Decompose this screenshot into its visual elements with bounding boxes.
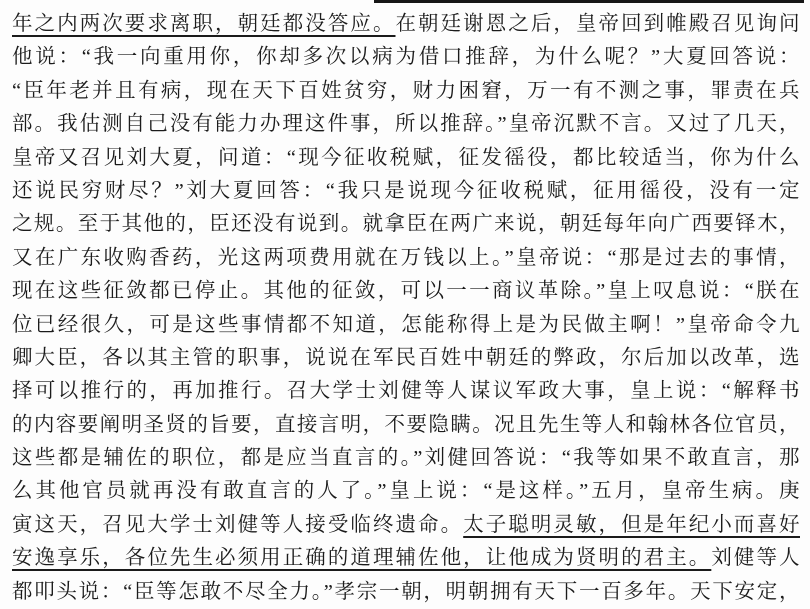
text-line — [12, 475, 800, 508]
text-segment: 寅这天，召见大学士刘健等人接受临终遗命。 — [12, 513, 464, 536]
text-line — [12, 342, 800, 375]
text-segment: 之规。至于其他的，臣还没有说到。就拿臣在两广来说，朝廷每年向广西要铎木， — [12, 213, 800, 236]
underlined-text-segment: 太子聪明灵敏，但是年纪小而喜好 — [463, 513, 800, 536]
text-segment: 在朝廷谢恩之后，皇帝回到帷殿召见询问 — [395, 13, 800, 35]
text-segment: 的内容要阐明圣贤的旨要，直接言明，不要隐瞒。况且先生等人和翰林各位官员， — [12, 413, 800, 436]
text-segment: 刘健等人 — [711, 547, 800, 570]
document-body — [12, 8, 800, 609]
text-segment: 么其他官员就再没有敢直言的人了。”皇上说：“是这样。”五月，皇帝生病。庚 — [12, 480, 800, 503]
text-line — [12, 75, 800, 108]
text-line — [12, 375, 800, 408]
text-line — [12, 542, 800, 575]
text-segment: 位已经很久，可是这些事情都不知道，怎能称得上是为民做主啊！”皇帝命令九 — [12, 313, 800, 336]
text-line — [12, 442, 800, 475]
text-line — [12, 208, 800, 241]
text-line — [12, 309, 800, 342]
text-segment: 卿大臣，各以其主管的职事，说说在军民百姓中朝廷的弊政，尔后加以改革，选 — [12, 346, 800, 369]
text-segment: 部。我估测自己没有能力办理这件事，所以推辞。”皇帝沉默不言。又过了几天， — [12, 113, 800, 136]
text-line — [12, 8, 800, 41]
text-segment: 择可以推行的，再加推行。召大学士刘健等人谋议军政大事，皇上说：“解释书 — [12, 380, 800, 403]
text-segment: 还说民穷财尽？”刘大夏回答：“我只是说现今征收税赋，征用徭役，没有一定 — [12, 179, 800, 202]
text-line — [12, 275, 800, 308]
text-segment: “臣年老并且有病，现在天下百姓贫穷，财力困窘，万一有不测之事，罪责在兵 — [12, 79, 800, 102]
text-line — [12, 576, 800, 609]
text-line — [12, 409, 800, 442]
cropped-underline-fragment — [374, 0, 804, 3]
text-line — [12, 242, 800, 275]
text-line — [12, 41, 800, 74]
text-segment: 他说：“我一向重用你，你却多次以病为借口推辞，为什么呢？”大夏回答说： — [12, 46, 800, 69]
text-segment: 现在这些征敛都已停止。其他的征敛，可以一一商议革除。”皇上叹息说：“朕在 — [12, 280, 800, 303]
text-segment: 皇帝又召见刘大夏，问道：“现今征收税赋，征发徭役，都比较适当，你为什么 — [12, 146, 800, 169]
text-line — [12, 175, 800, 208]
text-line — [12, 509, 800, 542]
underlined-text-segment: 年之内两次要求离职，朝廷都没答应。 — [12, 13, 396, 35]
text-segment: 这些都是辅佐的职位，都是应当直言的。”刘健回答说：“我等如果不敢直言，那 — [12, 447, 800, 470]
underlined-text-segment: 安逸享乐，各位先生必须用正确的道理辅佐他，让他成为贤明的君主。 — [12, 547, 712, 570]
text-segment: 又在广东收购香药，光这两项费用就在万钱以上。”皇帝说：“那是过去的事情， — [12, 246, 800, 269]
text-line — [12, 108, 800, 141]
text-segment: 都叩头说：“臣等怎敢不尽全力。”孝宗一朝，明朝拥有天下一百多年。天下安定， — [12, 580, 800, 603]
text-line — [12, 142, 800, 175]
